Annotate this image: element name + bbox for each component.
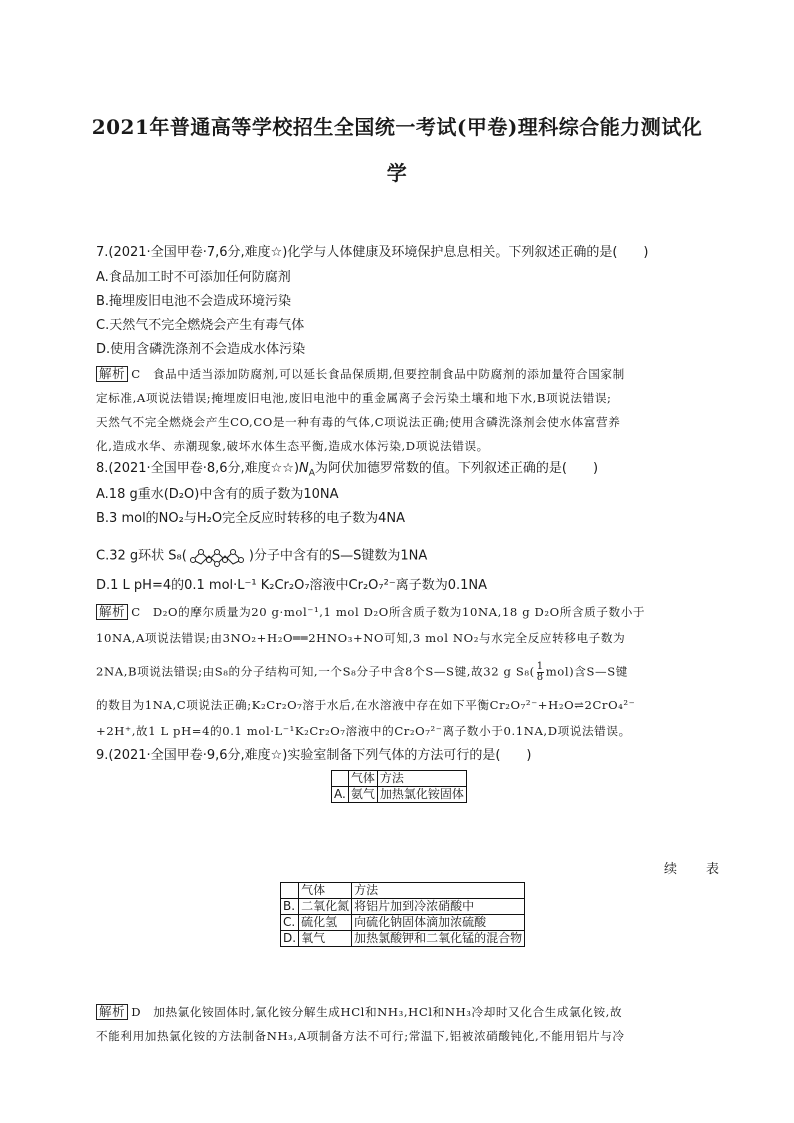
table-header-method: 方法 xyxy=(377,771,466,787)
page-title-line1: 2021年普通高等学校招生全国统一考试(甲卷)理科综合能力测试化 xyxy=(91,115,703,139)
q8-analysis-text: 2NA,B项说法错误;由S₈的分子结构可知,一个S₈分子中含8个S—S键,故32 g S₈( xyxy=(96,664,535,679)
q7-option-c: C.天然气不完全燃烧会产生有毒气体 xyxy=(96,318,305,333)
q8-option-c-prefix: C.32 g环状 S₈( xyxy=(96,548,187,564)
fraction-numerator: 1 xyxy=(536,661,544,672)
analysis-tag: 解析 xyxy=(96,604,128,620)
table-header-gas: 气体 xyxy=(348,771,377,787)
q8-option-b: B.3 mol的NO₂与H₂O完全反应时转移的电子数为4NA xyxy=(96,511,405,526)
q8-analysis-line xyxy=(96,604,645,620)
table-cell: D. xyxy=(281,931,299,947)
q8-analysis-line: +2H⁺,故1 L pH=4的0.1 mol·L⁻¹K₂Cr₂O₇溶液中的Cr₂O₇²⁻离子数小于0.1NA,D项说法错误。 xyxy=(96,724,631,738)
q7-option-d: D.使用含磷洗涤剂不会造成水体污染 xyxy=(96,342,306,357)
table-header-row xyxy=(332,771,467,787)
page-title-line2: 学 xyxy=(386,161,408,185)
q8-stem xyxy=(96,461,598,477)
table-cell: C. xyxy=(281,915,299,931)
options-table xyxy=(331,770,467,803)
q8-stem-prefix: 8.(2021·全国甲卷·8,6分,难度☆☆) xyxy=(96,461,300,476)
table-header-gas: 气体 xyxy=(299,883,352,899)
q8-analysis-line: 10NA,A项说法错误;由3NO₂+H₂O══2HNO₃+NO可知,3 mol NO₂与水完全反应转移电子数为 xyxy=(96,631,626,645)
q8-stem-na: N xyxy=(299,461,309,476)
q8-analysis-line: 的数目为1NA,C项说法正确;K₂Cr₂O₇溶于水后,在水溶液中存在如下平衡Cr₂O₇²⁻+H₂O⇌2CrO₄²⁻ xyxy=(96,698,636,712)
q8-stem-suffix: 为阿伏加德罗常数的值。下列叙述正确的是( ) xyxy=(314,461,599,476)
fraction-denominator: 8 xyxy=(536,672,544,683)
q8-analysis-line xyxy=(96,662,628,683)
table-cell: A. xyxy=(332,787,349,803)
table-header-row xyxy=(281,883,525,899)
table-cell: 加热氯酸钾和二氧化锰的混合物 xyxy=(352,931,525,947)
table-header-method: 方法 xyxy=(352,883,525,899)
table-row xyxy=(281,899,525,915)
q7-option-a: A.食品加工时不可添加任何防腐剂 xyxy=(96,270,291,285)
analysis-tag: 解析 xyxy=(96,366,128,382)
q7-analysis-line: 定标准,A项说法错误;掩埋废旧电池,废旧电池中的重金属离子会污染土壤和地下水,B项说法错误; xyxy=(96,391,612,405)
q8-option-d: D.1 L pH=4的0.1 mol·L⁻¹ K₂Cr₂O₇溶液中Cr₂O₇²⁻离子数为0.1NA xyxy=(96,578,487,593)
q8-option-c-suffix: )分子中含有的S—S键数为1NA xyxy=(248,548,428,564)
q9-stem: 9.(2021·全国甲卷·9,6分,难度☆)实验室制备下列气体的方法可行的是( ) xyxy=(96,748,532,763)
q7-analysis-line: 天然气不完全燃烧会产生CO,CO是一种有毒的气体,C项说法正确;使用含磷洗涤剂会使水体富营养 xyxy=(96,415,621,429)
q8-option-c xyxy=(96,545,427,567)
table-cell: 氨气 xyxy=(348,787,377,803)
table-row xyxy=(332,787,467,803)
table-cell: 向硫化钠固体滴加浓硫酸 xyxy=(352,915,525,931)
q8-analysis-text: C D₂O的摩尔质量为20 g·mol⁻¹,1 mol D₂O所含质子数为10NA,18 g D₂O所含质子数小于 xyxy=(131,605,646,619)
q7-analysis-line: 化,造成水华、赤潮现象,破坏水体生态平衡,造成水体污染,D项说法错误。 xyxy=(96,439,489,453)
table-cell xyxy=(332,771,349,787)
table-cell: 二氧化氮 xyxy=(299,899,352,915)
continued-table-label: 续 表 xyxy=(664,862,728,877)
analysis-tag: 解析 xyxy=(96,1004,128,1020)
table-row xyxy=(281,931,525,947)
q8-stem-na-sub: A xyxy=(308,468,315,479)
q7-option-b: B.掩埋废旧电池不会造成环境污染 xyxy=(96,294,292,309)
q8-option-a: A.18 g重水(D₂O)中含有的质子数为10NA xyxy=(96,487,339,502)
options-table-continued xyxy=(280,882,525,947)
table-row xyxy=(281,915,525,931)
q9-analysis-line xyxy=(96,1004,622,1020)
s8-ring-structure-icon xyxy=(189,545,247,567)
q7-analysis-text: C 食品中适当添加防腐剂,可以延长食品保质期,但要控制食品中防腐剂的添加量符合国家制 xyxy=(131,367,625,381)
q7-analysis-line xyxy=(96,366,625,382)
table-cell: 硫化氢 xyxy=(299,915,352,931)
table-cell xyxy=(281,883,299,899)
q9-analysis-text: D 加热氯化铵固体时,氯化铵分解生成HCl和NH₃,HCl和NH₃冷却时又化合生成氯化铵,故 xyxy=(131,1005,623,1019)
table-cell: B. xyxy=(281,899,299,915)
table-cell: 将铝片加到冷浓硝酸中 xyxy=(352,899,525,915)
table-cell: 加热氯化铵固体 xyxy=(377,787,466,803)
table-cell: 氧气 xyxy=(299,931,352,947)
q7-stem: 7.(2021·全国甲卷·7,6分,难度☆)化学与人体健康及环境保护息息相关。下列叙述正确的是( ) xyxy=(96,245,649,260)
fraction xyxy=(537,662,544,683)
q8-analysis-text: mol)含S—S键 xyxy=(545,664,628,679)
q9-analysis-line: 不能利用加热氯化铵的方法制备NH₃,A项制备方法不可行;常温下,铝被浓硝酸钝化,不能用铝片与冷 xyxy=(96,1029,625,1043)
